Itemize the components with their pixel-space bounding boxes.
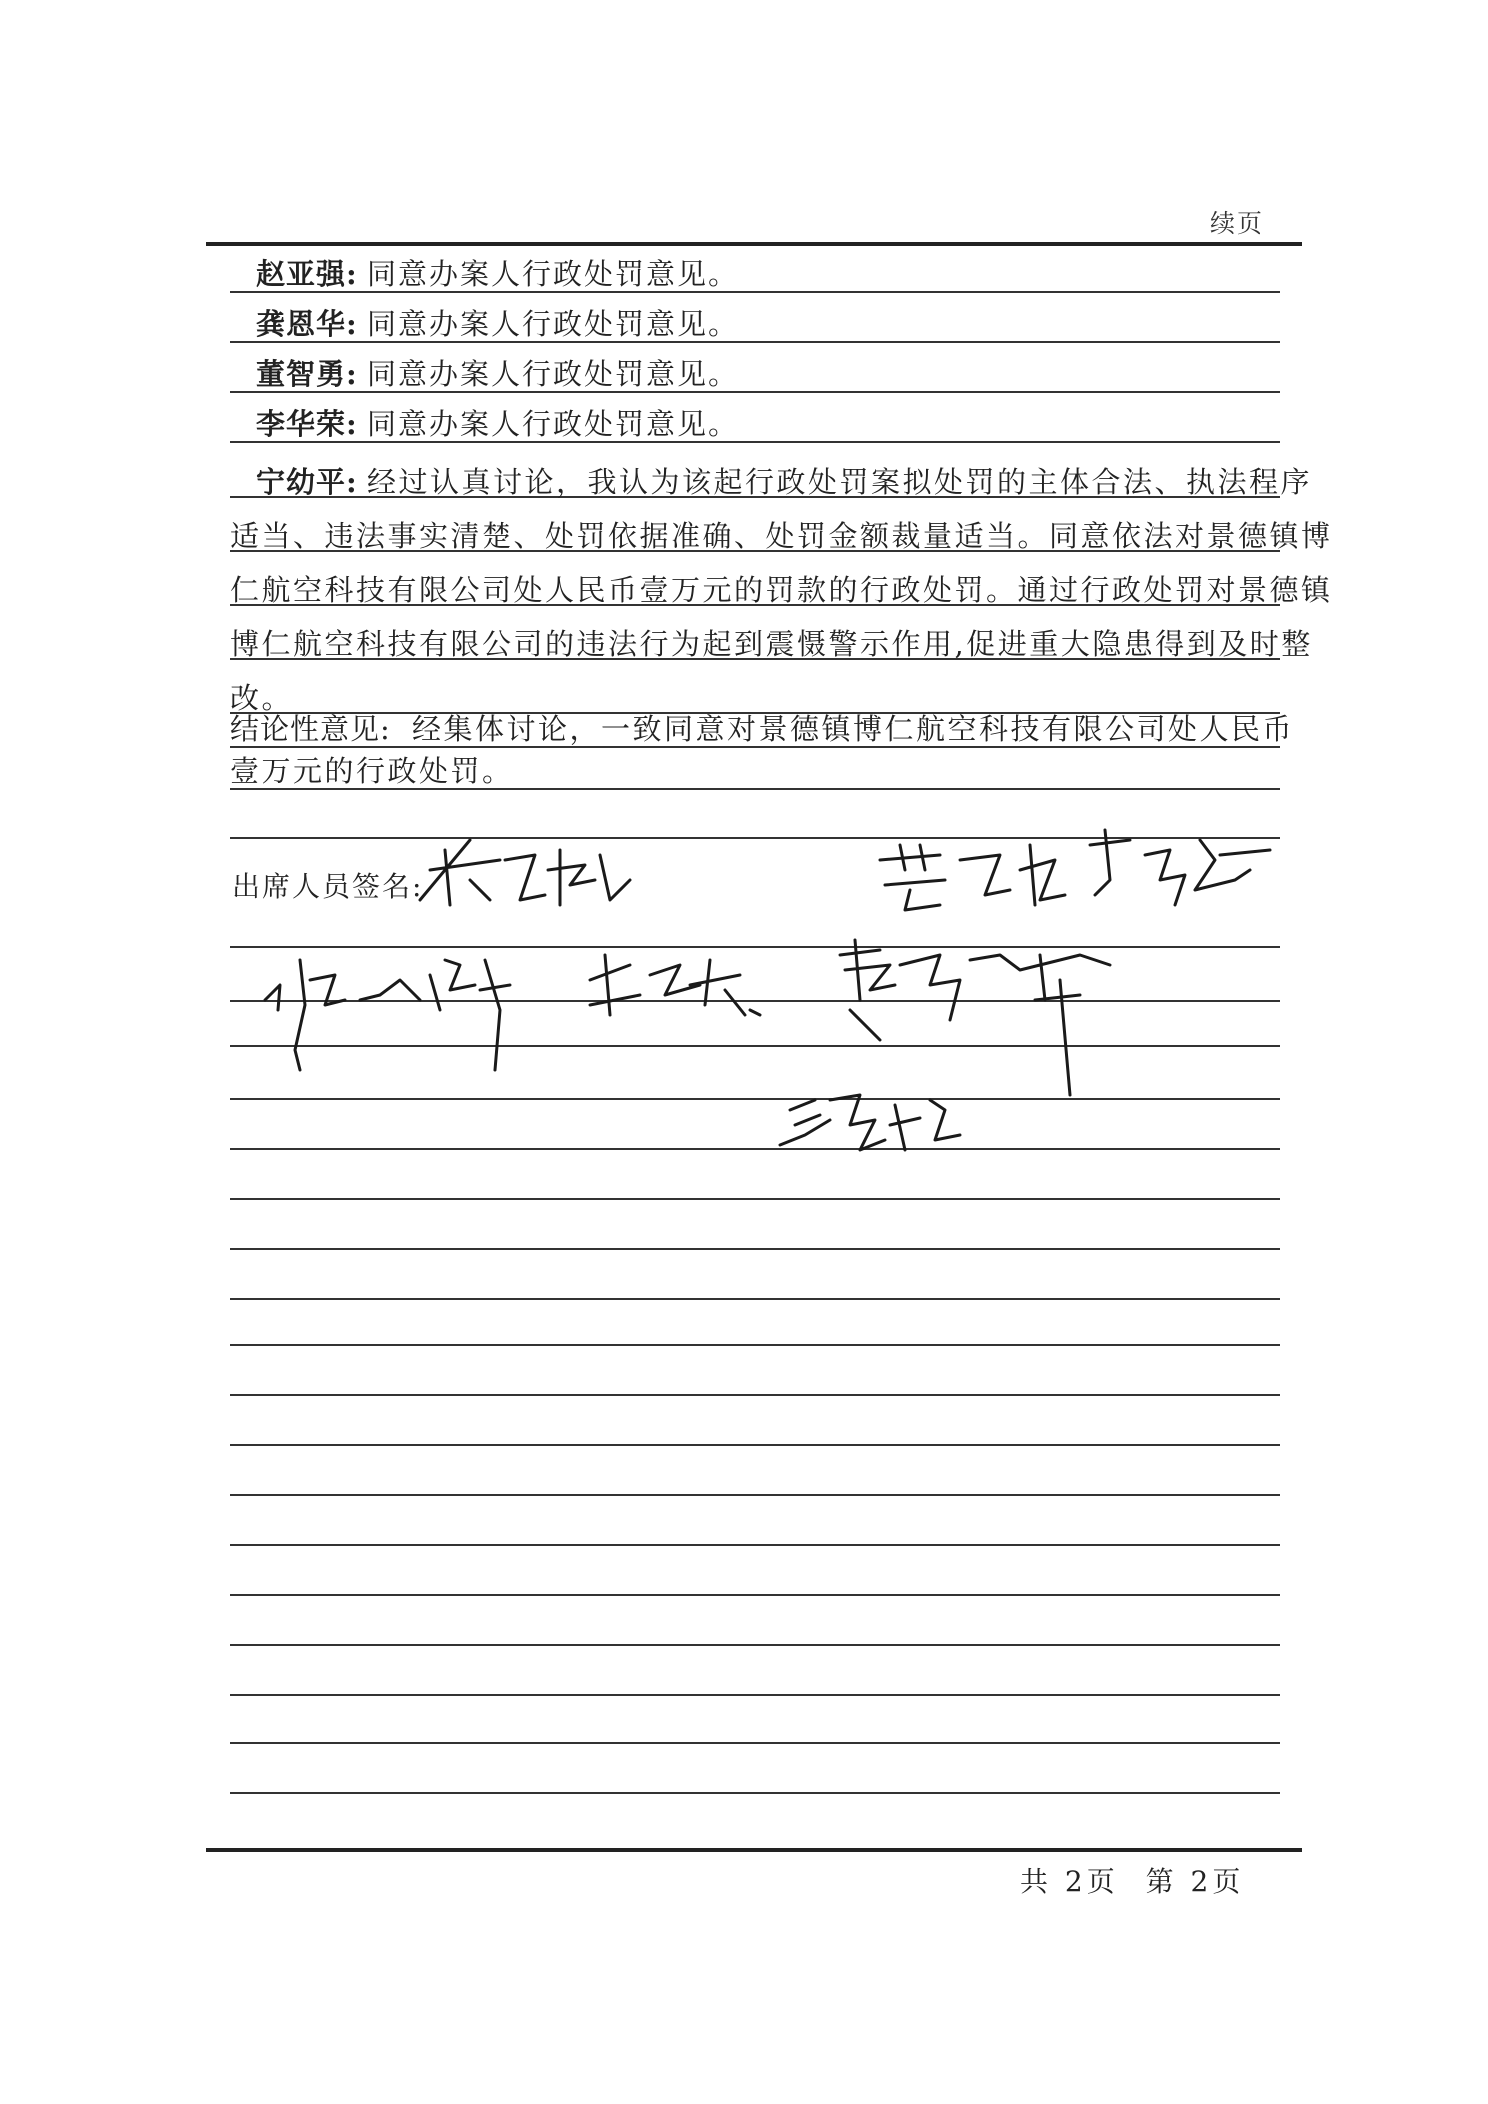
ruled-line	[230, 1148, 1280, 1150]
opinion-row	[256, 304, 1306, 344]
ruled-line	[230, 1742, 1280, 1744]
opinion-row	[256, 354, 1306, 394]
ruled-line	[230, 1644, 1280, 1646]
ruled-line	[230, 1198, 1280, 1200]
ruled-line	[230, 837, 1280, 839]
current-page: 第 2页	[1145, 1865, 1245, 1898]
signature-label: 出席人员签名:	[232, 870, 424, 903]
ruled-line	[230, 1394, 1280, 1396]
ruled-line	[230, 1000, 1280, 1002]
opinion-text: 同意办案人行政处罚意见。	[366, 257, 739, 291]
opinion-text: 改。	[230, 681, 294, 715]
opinion-text: 同意办案人行政处罚意见。	[366, 407, 739, 441]
opinion-text: 仁航空科技有限公司处人民币壹万元的罚款的行政处罚。通过行政处罚对景德镇	[230, 573, 1333, 607]
ning-opinion	[230, 455, 1333, 725]
conclusion	[230, 708, 1295, 792]
ruled-line	[230, 1792, 1280, 1794]
opinion-text: 同意办案人行政处罚意见。	[366, 307, 739, 341]
ruled-line	[230, 1344, 1280, 1346]
ruled-line	[230, 1544, 1280, 1546]
member-name: 宁幼平:	[256, 465, 358, 499]
ruled-line	[230, 1098, 1280, 1100]
footer-rule	[206, 1848, 1302, 1852]
opinion-text: 经过认真讨论，我认为该起行政处罚案拟处罚的主体合法、执法程序	[366, 465, 1312, 499]
member-name: 赵亚强:	[256, 257, 358, 291]
member-name: 李华荣:	[256, 407, 358, 441]
member-name: 董智勇:	[256, 357, 358, 391]
ruled-line	[230, 946, 1280, 948]
total-pages: 共 2页	[1020, 1865, 1119, 1898]
conclusion-text: 壹万元的行政处罚。	[230, 754, 514, 788]
ruled-line	[230, 1494, 1280, 1496]
member-name: 龚恩华:	[256, 307, 358, 341]
ruled-line	[230, 1594, 1280, 1596]
ruled-line	[230, 1298, 1280, 1300]
opinion-text: 适当、违法事实清楚、处罚依据准确、处罚金额裁量适当。同意依法对景德镇博	[230, 519, 1333, 553]
conclusion-label: 结论性意见:	[230, 712, 391, 746]
opinion-row	[256, 254, 1306, 294]
opinion-text: 博仁航空科技有限公司的违法行为起到震慑警示作用,促进重大隐患得到及时整	[230, 627, 1313, 661]
ruled-line	[230, 1444, 1280, 1446]
page-label: 续页	[1210, 209, 1265, 238]
opinion-row	[256, 404, 1306, 444]
ruled-line	[230, 1694, 1280, 1696]
ruled-line	[230, 1045, 1280, 1047]
conclusion-text: 经集体讨论，一致同意对景德镇博仁航空科技有限公司处人民币	[412, 712, 1295, 746]
ruled-line	[230, 1248, 1280, 1250]
opinion-text: 同意办案人行政处罚意见。	[366, 357, 739, 391]
page-number	[1020, 1860, 1258, 1900]
